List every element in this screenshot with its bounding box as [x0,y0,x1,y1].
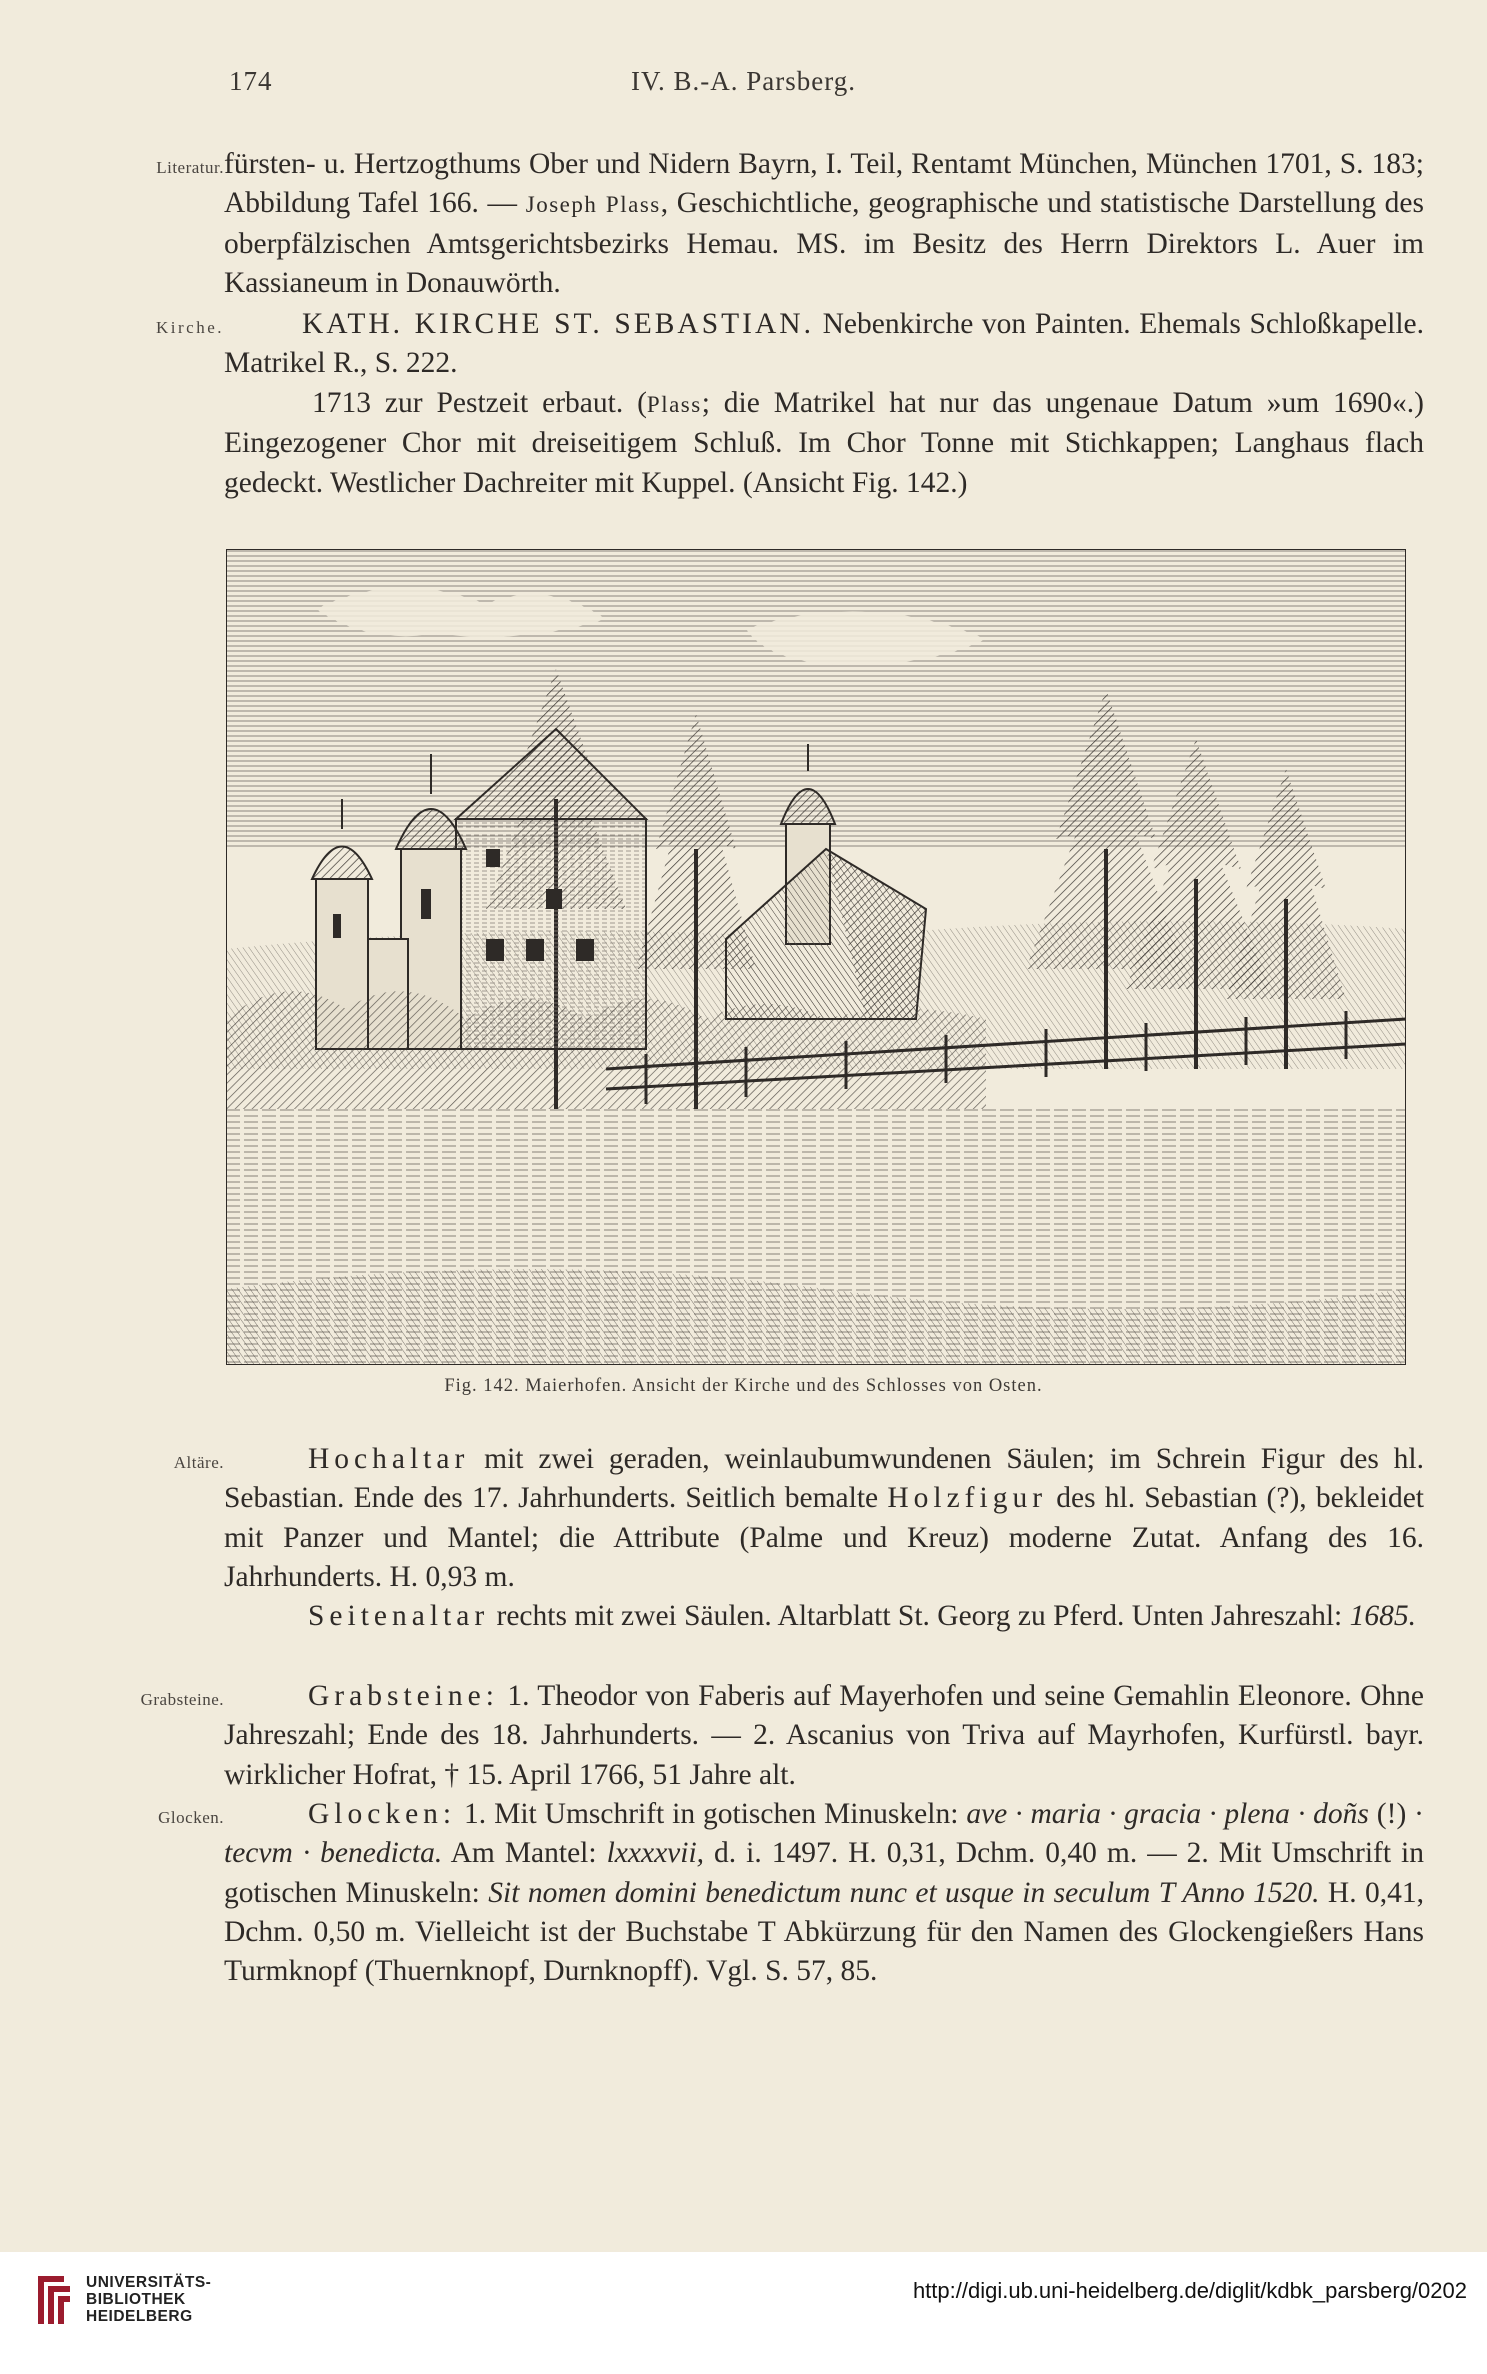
hochaltar-text-2: des hl. Sebastian (?), bekleidet mit Panzer und Mantel; die Attribute (Palme und Kreuz) moderne Zutat. Anfang des 16. Jahrhunderts. H. 0,93 m. [224,1482,1424,1593]
seitenaltar-year: 1685. [1349,1600,1416,1632]
hochaltar-label: Hochaltar [308,1443,470,1475]
glocken-text-4: d. i. 1497. H. 0,31, Dchm. 0,40 m. — 2. Mit Umschrift in gotischen Minuskeln: [224,1837,1424,1909]
bell-inscription-2: tecvm · benedicta. [224,1837,443,1870]
literatur-text-2: , Geschichtliche, geographische und statistische Darstellung des oberpfälzischen Amtsgerichtsbezirks Hemau. MS. im Besitz des Herrn Direktors L. Auer im Kassianeum in Donauwörth. [224,187,1424,299]
seitenaltar-text: rechts mit zwei Säulen. Altarblatt St. Georg zu Pferd. Unten Jahreszahl: [489,1600,1350,1632]
glocken-text-1: 1. Mit Umschrift in gotischen Minuskeln: [456,1798,967,1830]
grabsteine-text: 1. Theodor von Faberis auf Mayerhofen und seine Gemahlin Eleonore. Ohne Jahreszahl; Ende des 18. Jahrhunderts. — 2. Ascanius von Triva auf Mayrhofen, Kurfürstl. bayr. wirklicher Hofrat, † 15. April 1766, 51 Jahre alt. [224,1680,1424,1791]
seitenaltar-paragraph [224,1597,1424,1636]
seitenaltar-label: Seitenaltar [308,1600,490,1632]
bell-mantle-date: lxxxxvii, [606,1837,705,1870]
literatur-text-1: fürsten- u. Hertzogthums Ober und Nidern Bayrn, I. Teil, Rentamt München, München 1701, S. 183; Abbildung Tafel 166. — [224,148,1424,220]
figure-church-castle-engraving [226,549,1406,1365]
author-name: Joseph Plass [525,192,661,218]
glocken-text-3: Am Mantel: [442,1837,607,1870]
glocken-label: Glocken: [308,1798,457,1830]
margin-note-altaere: Altäre. [173,1453,224,1472]
running-title: IV. B.-A. Parsberg. [631,66,856,96]
holzfigur-label: Holzfigur [887,1482,1048,1515]
kirche-description [224,384,1424,503]
church-heading: KATH. KIRCHE ST. SEBASTIAN. [302,308,814,340]
page-number: 174 [229,66,273,96]
library-logo-icon [34,2270,74,2330]
library-name-line-1: UNIVERSITÄTS- [86,2274,212,2291]
glocken-text-2: (!) · [1368,1798,1425,1830]
church-intro: Nebenkirche von Painten. Ehemals Schloßkapelle. Matrikel R., S. 222. [224,308,1425,380]
margin-note-kirche: Kirche. [155,318,224,337]
bell-inscription-3: Sit nomen domini benedictum nunc et usque in seculum T Anno 1520. [488,1876,1320,1909]
literatur-paragraph [224,145,1424,303]
church-desc-1: 1713 zur Pestzeit erbaut. ( [312,387,647,419]
grabsteine-label: Grabsteine: [308,1680,499,1712]
engraving-illustration [226,549,1406,1365]
glocken-paragraph [224,1795,1424,1991]
figure-caption: Fig. 142. Maierhofen. Ansicht der Kirche und des Schlosses von Osten. [444,1376,1043,1396]
margin-note-literatur: Literatur. [156,158,224,177]
glocken-text-5: H. 0,41, Dchm. 0,50 m. Vielleicht ist der Buchstabe T Abkürzung für den Namen des Glockengießers Hans Turmknopf (Thuernknopf, Durnknopff). Vgl. S. 57, 85. [224,1876,1424,1988]
church-desc-2: ; die Matrikel hat nur das ungenaue Datum »um 1690«.) Eingezogener Chor mit dreiseitigem Schluß. Im Chor Tonne mit Stichkappen; Langhaus flach gedeckt. Westlicher Dachreiter mit Kuppel. (Ansicht Fig. 142.) [224,387,1425,499]
plass-reference: Plass [646,392,702,417]
altaere-paragraph [224,1440,1424,1597]
library-logo-text [86,2274,211,2325]
footer-bar [0,2252,1487,2374]
margin-note-glocken: Glocken. [158,1808,224,1827]
kirche-paragraph [224,305,1424,384]
hochaltar-text-1: mit zwei geraden, weinlaubumwundenen Säulen; im Schrein Figur des hl. Sebastian. Ende des 17. Jahrhunderts. Seitlich bemalte [224,1443,1424,1515]
library-name-line-3: HEIDELBERG [86,2308,193,2325]
source-url-link[interactable]: http://digi.ub.uni-heidelberg.de/diglit/kdbk_parsberg/0202 [912,2278,1467,2303]
margin-note-grabsteine: Grabsteine. [140,1690,224,1709]
library-name-line-2: BIBLIOTHEK [86,2291,186,2308]
grabsteine-paragraph [224,1677,1424,1795]
bell-inscription-1: ave · maria · gracia · plena · doñs [966,1798,1369,1830]
